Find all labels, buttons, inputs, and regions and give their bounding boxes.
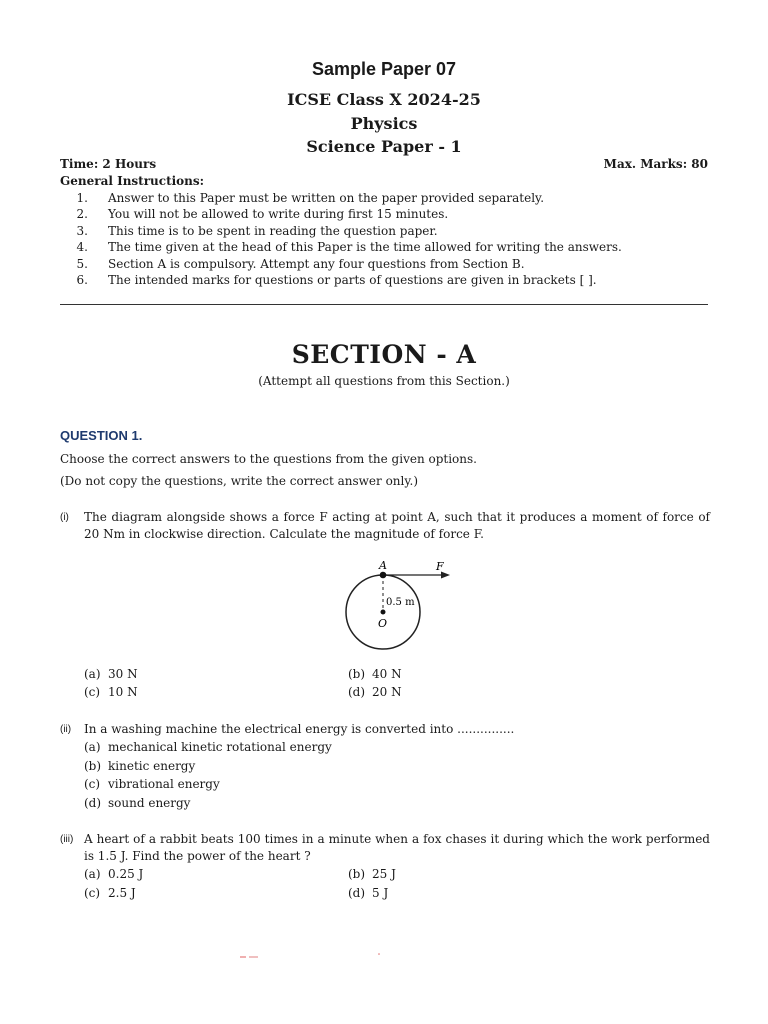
- instruction-item: 4. The time given at the head of this Paper is the time allowed for writing the answers.: [76, 240, 622, 255]
- center-o-dot: [381, 610, 386, 615]
- subject-title: Physics: [350, 114, 418, 133]
- instruction-item: 6. The intended marks for questions or parts of questions are given in brackets [ ].: [76, 272, 597, 287]
- section-note: (Attempt all questions from this Section.): [258, 374, 510, 388]
- option-a: (a) mechanical kinetic rotational energy: [84, 740, 332, 754]
- exam-title: ICSE Class X 2024-25: [287, 90, 481, 109]
- section-title: SECTION - A: [291, 340, 477, 369]
- option-d: (d) 20 N: [348, 685, 402, 699]
- instructions-heading: General Instructions:: [60, 174, 205, 188]
- part-label: (i): [60, 512, 69, 523]
- sample-paper-title: Sample Paper 07: [311, 59, 457, 79]
- part-label: (iii): [60, 834, 74, 845]
- option-c: (c) vibrational energy: [84, 777, 220, 791]
- question-intro-note: (Do not copy the questions, write the correct answer only.): [60, 474, 419, 488]
- point-a-dot: [380, 572, 387, 579]
- option-a: (a) 0.25 J: [84, 867, 144, 881]
- max-marks: Max. Marks: 80: [603, 157, 708, 171]
- point-a-label: A: [379, 559, 387, 572]
- paper-name: Science Paper - 1: [306, 137, 462, 156]
- question-heading: QUESTION 1.: [60, 428, 143, 443]
- option-d: (d) sound energy: [84, 796, 191, 810]
- horizontal-divider: [60, 304, 708, 305]
- instruction-item: 1. Answer to this Paper must be written on the paper provided separately.: [76, 191, 545, 205]
- option-b: (b) 40 N: [348, 667, 402, 681]
- option-c: (c) 10 N: [84, 685, 138, 699]
- force-diagram: [330, 555, 460, 660]
- force-label: F: [436, 560, 444, 573]
- part-text: The diagram alongside shows a force F acting at point A, such that it produces a moment of force of 20 Nm in clockwise direction. Calculate the magnitude of force F.: [84, 510, 710, 541]
- option-b: (b) 25 J: [348, 867, 396, 881]
- option-a: (a) 30 N: [84, 667, 138, 681]
- option-b: (b) kinetic energy: [84, 759, 196, 773]
- scan-artifact: [240, 952, 390, 962]
- time-allowed: Time: 2 Hours: [60, 157, 157, 171]
- instructions-list: [60, 190, 710, 288]
- option-c: (c) 2.5 J: [84, 886, 136, 900]
- center-o-label: O: [378, 617, 388, 630]
- instruction-item: 3. This time is to be spent in reading the question paper.: [76, 223, 438, 238]
- radius-label: 0.5 m: [386, 597, 415, 608]
- part-text: In a washing machine the electrical energy is converted into ...............: [84, 722, 515, 736]
- option-d: (d) 5 J: [348, 886, 389, 900]
- instruction-item: 2. You will not be allowed to write during first 15 minutes.: [76, 207, 449, 222]
- instruction-item: 5. Section A is compulsory. Attempt any four questions from Section B.: [76, 256, 525, 271]
- part-text: A heart of a rabbit beats 100 times in a minute when a fox chases it during which the work performed is 1.5 J. Find the power of the heart ?: [84, 832, 710, 863]
- question-intro: Choose the correct answers to the questions from the given options.: [60, 452, 477, 466]
- part-label: (ii): [60, 724, 72, 735]
